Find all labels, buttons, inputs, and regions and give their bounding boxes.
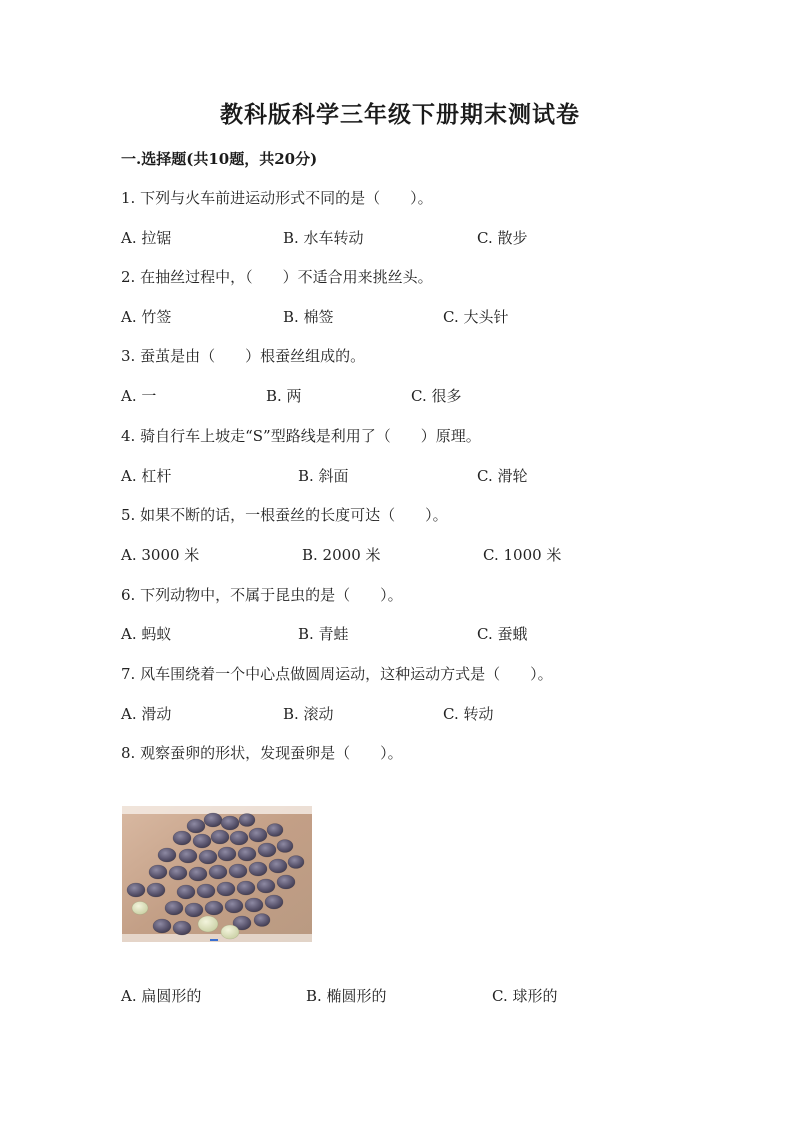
question-4-stem: 4. 骑自行车上坡走“S”型路线是利用了（ ）原理。 [121, 427, 481, 445]
question-1-stem: 1. 下列与火车前进运动形式不同的是（ ）。 [121, 189, 433, 207]
question-1-option-a[interactable]: A. 拉锯 [121, 229, 172, 247]
question-6-option-c[interactable]: C. 蚕蛾 [477, 625, 528, 643]
question-2-option-c[interactable]: C. 大头针 [443, 308, 509, 326]
question-1-option-c[interactable]: C. 散步 [477, 229, 528, 247]
question-3-option-b[interactable]: B. 两 [266, 387, 302, 405]
question-2-stem: 2. 在抽丝过程中，（ ）不适合用来挑丝头。 [121, 268, 433, 286]
question-4-option-a[interactable]: A. 杠杆 [121, 467, 172, 485]
question-6-stem: 6. 下列动物中，不属于昆虫的是（ ）。 [121, 586, 403, 604]
question-6-option-a[interactable]: A. 蚂蚁 [121, 625, 172, 643]
question-4-option-c[interactable]: C. 滑轮 [477, 467, 528, 485]
question-2-option-b[interactable]: B. 棉签 [283, 308, 334, 326]
question-7-stem: 7. 风车围绕着一个中心点做圆周运动，这种运动方式是（ ）。 [121, 665, 553, 683]
question-7-option-c[interactable]: C. 转动 [443, 705, 494, 723]
question-5-stem: 5. 如果不断的话，一根蚕丝的长度可达（ ）。 [121, 506, 448, 524]
section-heading: 一.选择题(共10题，共20分) [121, 150, 318, 168]
question-3-option-a[interactable]: A. 一 [121, 387, 157, 405]
question-8-option-c[interactable]: C. 球形的 [492, 987, 558, 1005]
question-7-option-b[interactable]: B. 滚动 [283, 705, 334, 723]
silkworm-eggs-photo [122, 806, 312, 942]
question-8-option-a[interactable]: A. 扁圆形的 [121, 987, 202, 1005]
question-6-option-b[interactable]: B. 青蛙 [298, 625, 349, 643]
question-8-stem: 8. 观察蚕卵的形状，发现蚕卵是（ ）。 [121, 744, 403, 762]
question-3-option-c[interactable]: C. 很多 [411, 387, 462, 405]
question-5-option-b[interactable]: B. 2000 米 [302, 546, 381, 564]
question-5-option-a[interactable]: A. 3000 米 [121, 546, 200, 564]
question-4-option-b[interactable]: B. 斜面 [298, 467, 349, 485]
question-8-option-b[interactable]: B. 椭圆形的 [306, 987, 387, 1005]
question-7-option-a[interactable]: A. 滑动 [121, 705, 172, 723]
question-3-stem: 3. 蚕茧是由（ ）根蚕丝组成的。 [121, 347, 366, 365]
question-1-option-b[interactable]: B. 水车转动 [283, 229, 364, 247]
question-2-option-a[interactable]: A. 竹签 [121, 308, 172, 326]
page-title: 教科版科学三年级下册期末测试卷 [220, 101, 580, 128]
question-5-option-c[interactable]: C. 1000 米 [483, 546, 562, 564]
